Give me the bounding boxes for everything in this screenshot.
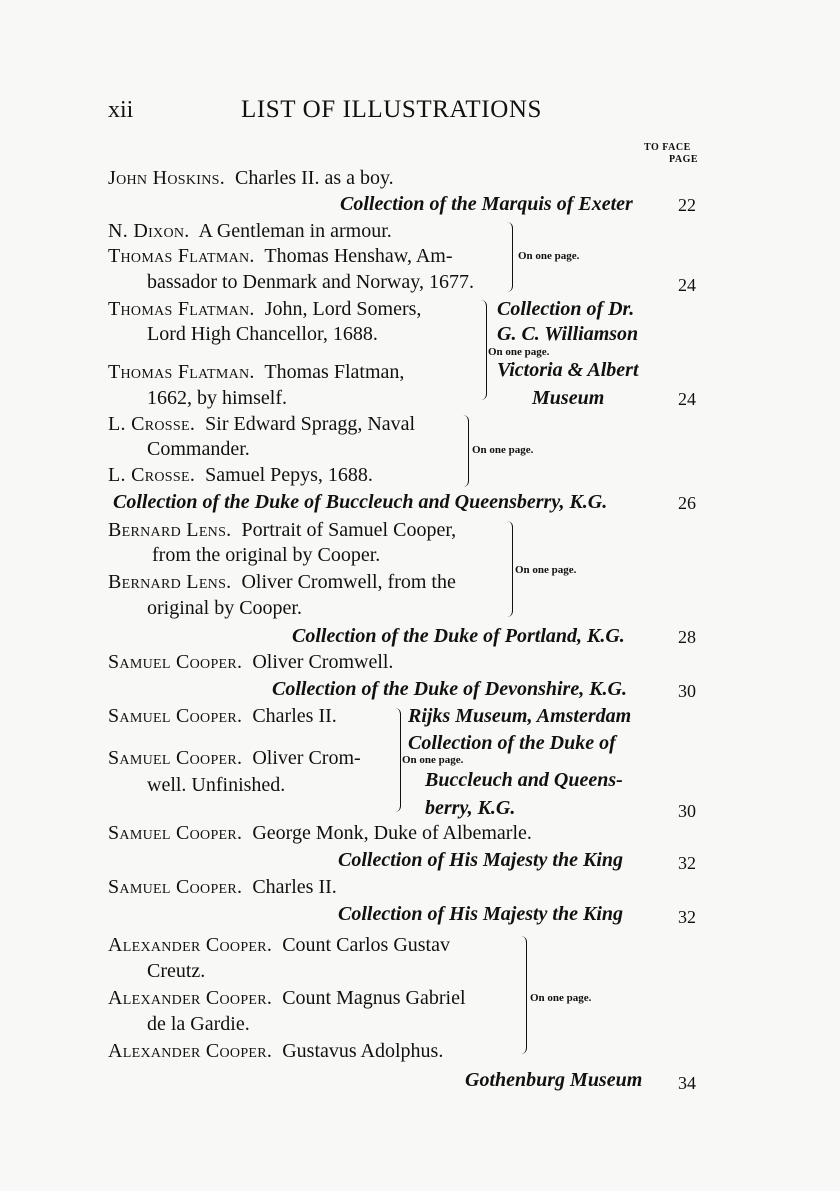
on-one-page-note: On one page. <box>515 564 577 576</box>
collection-credit: Collection of the Duke of Portland, K.G. <box>292 625 625 647</box>
collection-credit: Victoria & Albert <box>497 359 639 381</box>
entry-title: Sir Edward Spragg, Naval <box>205 413 416 435</box>
entry-title: Charles II. <box>252 705 337 727</box>
entry-line <box>108 986 466 1010</box>
artist-name: John Hoskins. <box>108 167 226 189</box>
artist-name: L. Crosse. <box>108 413 196 435</box>
column-heading-to-face: TO FACE <box>644 142 691 153</box>
entry-line <box>108 933 450 957</box>
artist-name: L. Crosse. <box>108 464 196 486</box>
page-number: 22 <box>678 195 696 215</box>
running-title: LIST OF ILLUSTRATIONS <box>241 96 543 123</box>
entry-title: Oliver Crom- <box>252 747 361 769</box>
artist-name: Samuel Cooper. <box>108 651 243 673</box>
entry-continuation: Commander. <box>147 438 250 460</box>
entry-continuation: original by Cooper. <box>147 597 302 619</box>
entry-line <box>108 412 415 436</box>
collection-credit: Collection of the Duke of Devonshire, K.G. <box>272 678 627 700</box>
entry-continuation: de la Gardie. <box>147 1013 250 1035</box>
entry-continuation: well. Unfinished. <box>147 774 286 796</box>
collection-credit: Collection of His Majesty the King <box>338 903 624 925</box>
collection-credit: Collection of His Majesty the King <box>338 849 624 871</box>
artist-name: Alexander Cooper. <box>108 1040 273 1062</box>
entry-line <box>108 746 361 770</box>
page-number: 28 <box>678 627 696 647</box>
on-one-page-note: On one page. <box>530 992 592 1004</box>
grouping-brace <box>480 300 487 400</box>
collection-credit: Gothenburg Museum <box>465 1069 643 1091</box>
page-number: 24 <box>678 389 696 409</box>
artist-name: Thomas Flatman. <box>108 361 255 383</box>
collection-credit: Collection of Dr. <box>497 298 635 320</box>
collection-credit: berry, K.G. <box>425 797 516 819</box>
collection-credit: G. C. Williamson <box>497 323 639 345</box>
on-one-page-note: On one page. <box>488 346 550 358</box>
entry-line <box>108 244 453 268</box>
entry-title: George Monk, Duke of Albemarle. <box>252 822 532 844</box>
entry-title: A Gentleman in armour. <box>198 220 392 242</box>
entry-line <box>108 219 392 243</box>
page-number: 26 <box>678 493 696 513</box>
artist-name: Thomas Flatman. <box>108 298 255 320</box>
entry-continuation: Lord High Chancellor, 1688. <box>147 323 378 345</box>
grouping-brace <box>394 708 401 812</box>
entry-title: Gustavus Adolphus. <box>282 1040 444 1062</box>
entry-line <box>108 463 373 487</box>
artist-name: Samuel Cooper. <box>108 822 243 844</box>
artist-name: N. Dixon. <box>108 220 190 242</box>
collection-credit: Collection of the Marquis of Exeter <box>340 193 633 215</box>
entry-title: Thomas Henshaw, Am- <box>264 245 453 267</box>
artist-name: Alexander Cooper. <box>108 987 273 1009</box>
artist-name: Samuel Cooper. <box>108 705 243 727</box>
entry-continuation: bassador to Denmark and Norway, 1677. <box>147 271 474 293</box>
on-one-page-note: On one page. <box>518 250 580 262</box>
collection-credit: Collection of the Duke of <box>408 732 616 754</box>
entry-title: Count Magnus Gabriel <box>282 987 466 1009</box>
grouping-brace <box>506 222 513 292</box>
artist-name: Bernard Lens. <box>108 519 232 541</box>
artist-name: Samuel Cooper. <box>108 876 243 898</box>
entry-line <box>108 1039 443 1063</box>
collection-credit: Rijks Museum, Amsterdam <box>408 705 632 727</box>
entry-title: Oliver Cromwell. <box>252 651 394 673</box>
collection-credit: Collection of the Duke of Buccleuch and Queensberry, K.G. <box>113 491 608 513</box>
artist-name: Bernard Lens. <box>108 571 232 593</box>
entry-line <box>108 297 421 321</box>
page-number: 34 <box>678 1073 696 1093</box>
entry-title: Portrait of Samuel Cooper, <box>241 519 457 541</box>
grouping-brace <box>462 415 469 487</box>
entry-continuation: 1662, by himself. <box>147 387 287 409</box>
artist-name: Thomas Flatman. <box>108 245 255 267</box>
entry-title: Oliver Cromwell, from the <box>241 571 456 593</box>
entry-continuation: Creutz. <box>147 960 206 982</box>
entry-line <box>108 518 456 542</box>
page-number: 30 <box>678 801 696 821</box>
entry-line <box>108 875 337 899</box>
collection-credit: Buccleuch and Queens- <box>425 769 623 791</box>
page-number: 24 <box>678 275 696 295</box>
page-number: 32 <box>678 907 696 927</box>
entry-title: John, Lord Somers, <box>264 298 422 320</box>
artist-name: Samuel Cooper. <box>108 747 243 769</box>
entry-title: Samuel Pepys, 1688. <box>205 464 373 486</box>
entry-line <box>108 821 532 845</box>
entry-title: Charles II. <box>252 876 337 898</box>
page-number: 30 <box>678 681 696 701</box>
entry-line <box>108 570 456 594</box>
entry-title: Thomas Flatman, <box>264 361 405 383</box>
page-numeral: xii <box>108 97 134 123</box>
entry-line <box>108 360 404 384</box>
page-number: 32 <box>678 853 696 873</box>
collection-credit: Museum <box>532 387 605 409</box>
column-heading-page: PAGE <box>669 154 699 165</box>
entry-title: Charles II. as a boy. <box>235 167 394 189</box>
entry-line <box>108 650 393 674</box>
entry-title: Count Carlos Gustav <box>282 934 450 956</box>
on-one-page-note: On one page. <box>402 754 464 766</box>
entry-continuation: from the original by Cooper. <box>152 544 381 566</box>
on-one-page-note: On one page. <box>472 444 534 456</box>
grouping-brace <box>506 521 513 617</box>
entry-line <box>108 166 394 190</box>
artist-name: Alexander Cooper. <box>108 934 273 956</box>
entry-line <box>108 704 337 728</box>
grouping-brace <box>520 936 527 1054</box>
